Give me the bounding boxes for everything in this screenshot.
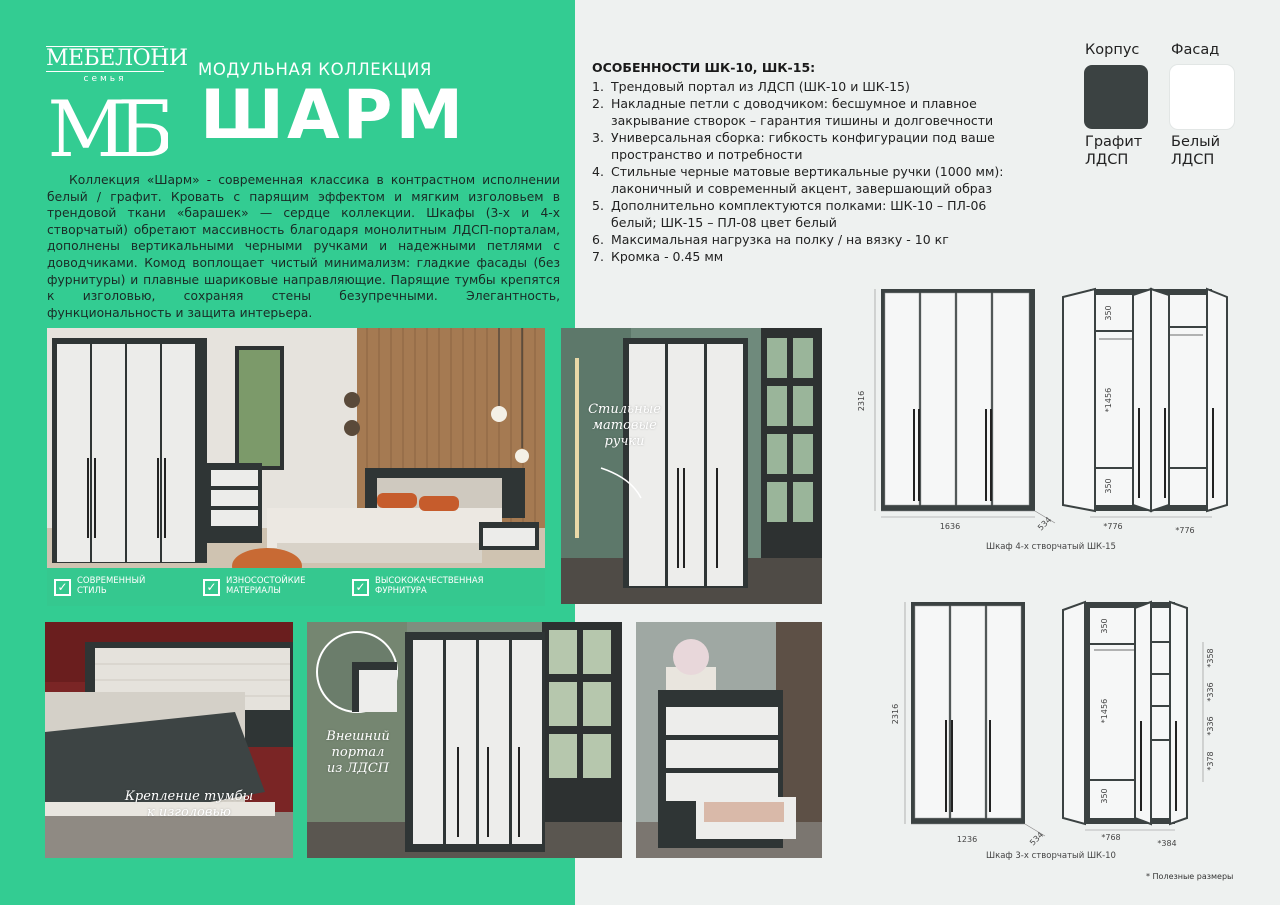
bedroom-photo [47,328,545,606]
list-item: 4. Стильные черные матовые вертикальные ручки (1000 мм): лаконичный и современный акцент, завершающий образ [592,164,1004,196]
svg-text:534: 534 [1036,515,1054,533]
collection-title: ШАРМ [200,76,467,155]
brand-logo-word: МЕБЕЛОНИ [46,46,188,71]
drawing-sk10 [885,596,1235,858]
svg-text:*768: *768 [1101,833,1121,842]
brand-monogram [44,86,168,162]
swatch-facade-name: Белый ЛДСП [1171,134,1221,168]
badge-quality-hardware: ✓ ВЫСОКОКАЧЕСТВЕННАЯ ФУРНИТУРА [352,576,485,598]
list-item: 3. Универсальная сборка: гибкость конфигурации под ваше пространство и потребности [592,130,995,162]
svg-text:1236: 1236 [956,835,978,844]
svg-text:*358: *358 [1206,648,1215,668]
svg-text:534: 534 [1028,830,1046,848]
svg-text:*336: *336 [1206,682,1215,702]
svg-text:*1456: *1456 [1104,387,1113,413]
svg-text:*776: *776 [1175,526,1195,535]
list-item: 7. Кромка - 0.45 мм [592,249,724,264]
drawing-sk15 [855,283,1235,553]
swatch-white [1170,65,1234,129]
list-item: 1. Трендовый портал из ЛДСП (ШК-10 и ШК-15) [592,79,910,94]
drawing-sk10-caption: Шкаф 3-х створчатый ШК-10 [986,851,1116,861]
collection-description: Коллекция «Шарм» - современная классика в контрастном исполнении белый / графит. Кровать с парящим эффектом и мягким изголовьем в трендовой ткани «барашек» — сердце коллекции. Шкафы (3-х и 4-х створчатый) обретают массивность благодаря монолитным ЛДСП-порталам, дополнены вертикальными черными ручками и надежными петлями с доводчиками. Комод воплощает чистый минимализм: гладкие фасады (без фурнитуры) и плавные шариковые направляющие. Парящие тумбы крепятся к изголовью, сохраняя стены безупречными. Элегантность, функциональность и защита интерьера. [47,173,560,320]
brand-logo-sub: семья [83,74,127,84]
drawing-sk15-caption: Шкаф 4-х створчатый ШК-15 [986,542,1116,552]
check-icon: ✓ [352,579,369,596]
features-title: ОСОБЕННОСТИ ШК-10, ШК-15: [592,60,816,75]
svg-text:1636: 1636 [939,522,961,531]
swatch-facade-label: Фасад [1171,42,1220,58]
svg-text:*776: *776 [1103,522,1123,531]
svg-text:*378: *378 [1206,751,1215,771]
svg-text:*384: *384 [1157,839,1177,848]
list-item: 2. Накладные петли с доводчиком: бесшумное и плавное закрывание створок – гарантия тишины и долговечности [592,96,994,128]
annotation-handles: Стильные матовые ручки [588,402,661,449]
annotation-mount: Крепление тумбы к изголовью [124,789,254,820]
dresser-photo [636,622,822,858]
svg-text:*1456: *1456 [1100,698,1109,724]
svg-text:350: 350 [1104,305,1113,321]
svg-text:350: 350 [1100,788,1109,804]
annotation-portal: Внешний портал из ЛДСП [326,729,390,776]
useful-dimensions-note: * Полезные размеры [1146,872,1234,881]
badge-durable-materials: ✓ ИЗНОСОСТОЙКИЕ МАТЕРИАЛЫ [203,576,316,598]
list-item: 6. Максимальная нагрузка на полку / на вязку - 10 кг [592,232,949,247]
svg-text:МБ: МБ [47,86,165,162]
features-list [592,78,1032,265]
check-icon: ✓ [203,579,220,596]
svg-text:2316: 2316 [891,703,900,725]
wardrobe-handles-photo [561,328,822,604]
badge-modern-style: ✓ СОВРЕМЕННЫЙ СТИЛЬ [54,576,167,598]
swatch-body-name: Графит ЛДСП [1085,134,1143,168]
collection-subtitle: МОДУЛЬНАЯ КОЛЛЕКЦИЯ [198,60,432,79]
svg-text:*336: *336 [1206,716,1215,736]
swatch-body-label: Корпус [1085,42,1140,58]
bed-nightstand-photo [45,622,293,858]
list-item: 5. Дополнительно комплектуются полками: ШК-10 – ПЛ-06 белый; ШК-15 – ПЛ-08 цвет белый [592,198,987,230]
svg-text:350: 350 [1104,478,1113,494]
svg-text:350: 350 [1100,618,1109,634]
swatch-graphite [1084,65,1148,129]
check-icon: ✓ [54,579,71,596]
svg-text:2316: 2316 [857,390,866,412]
